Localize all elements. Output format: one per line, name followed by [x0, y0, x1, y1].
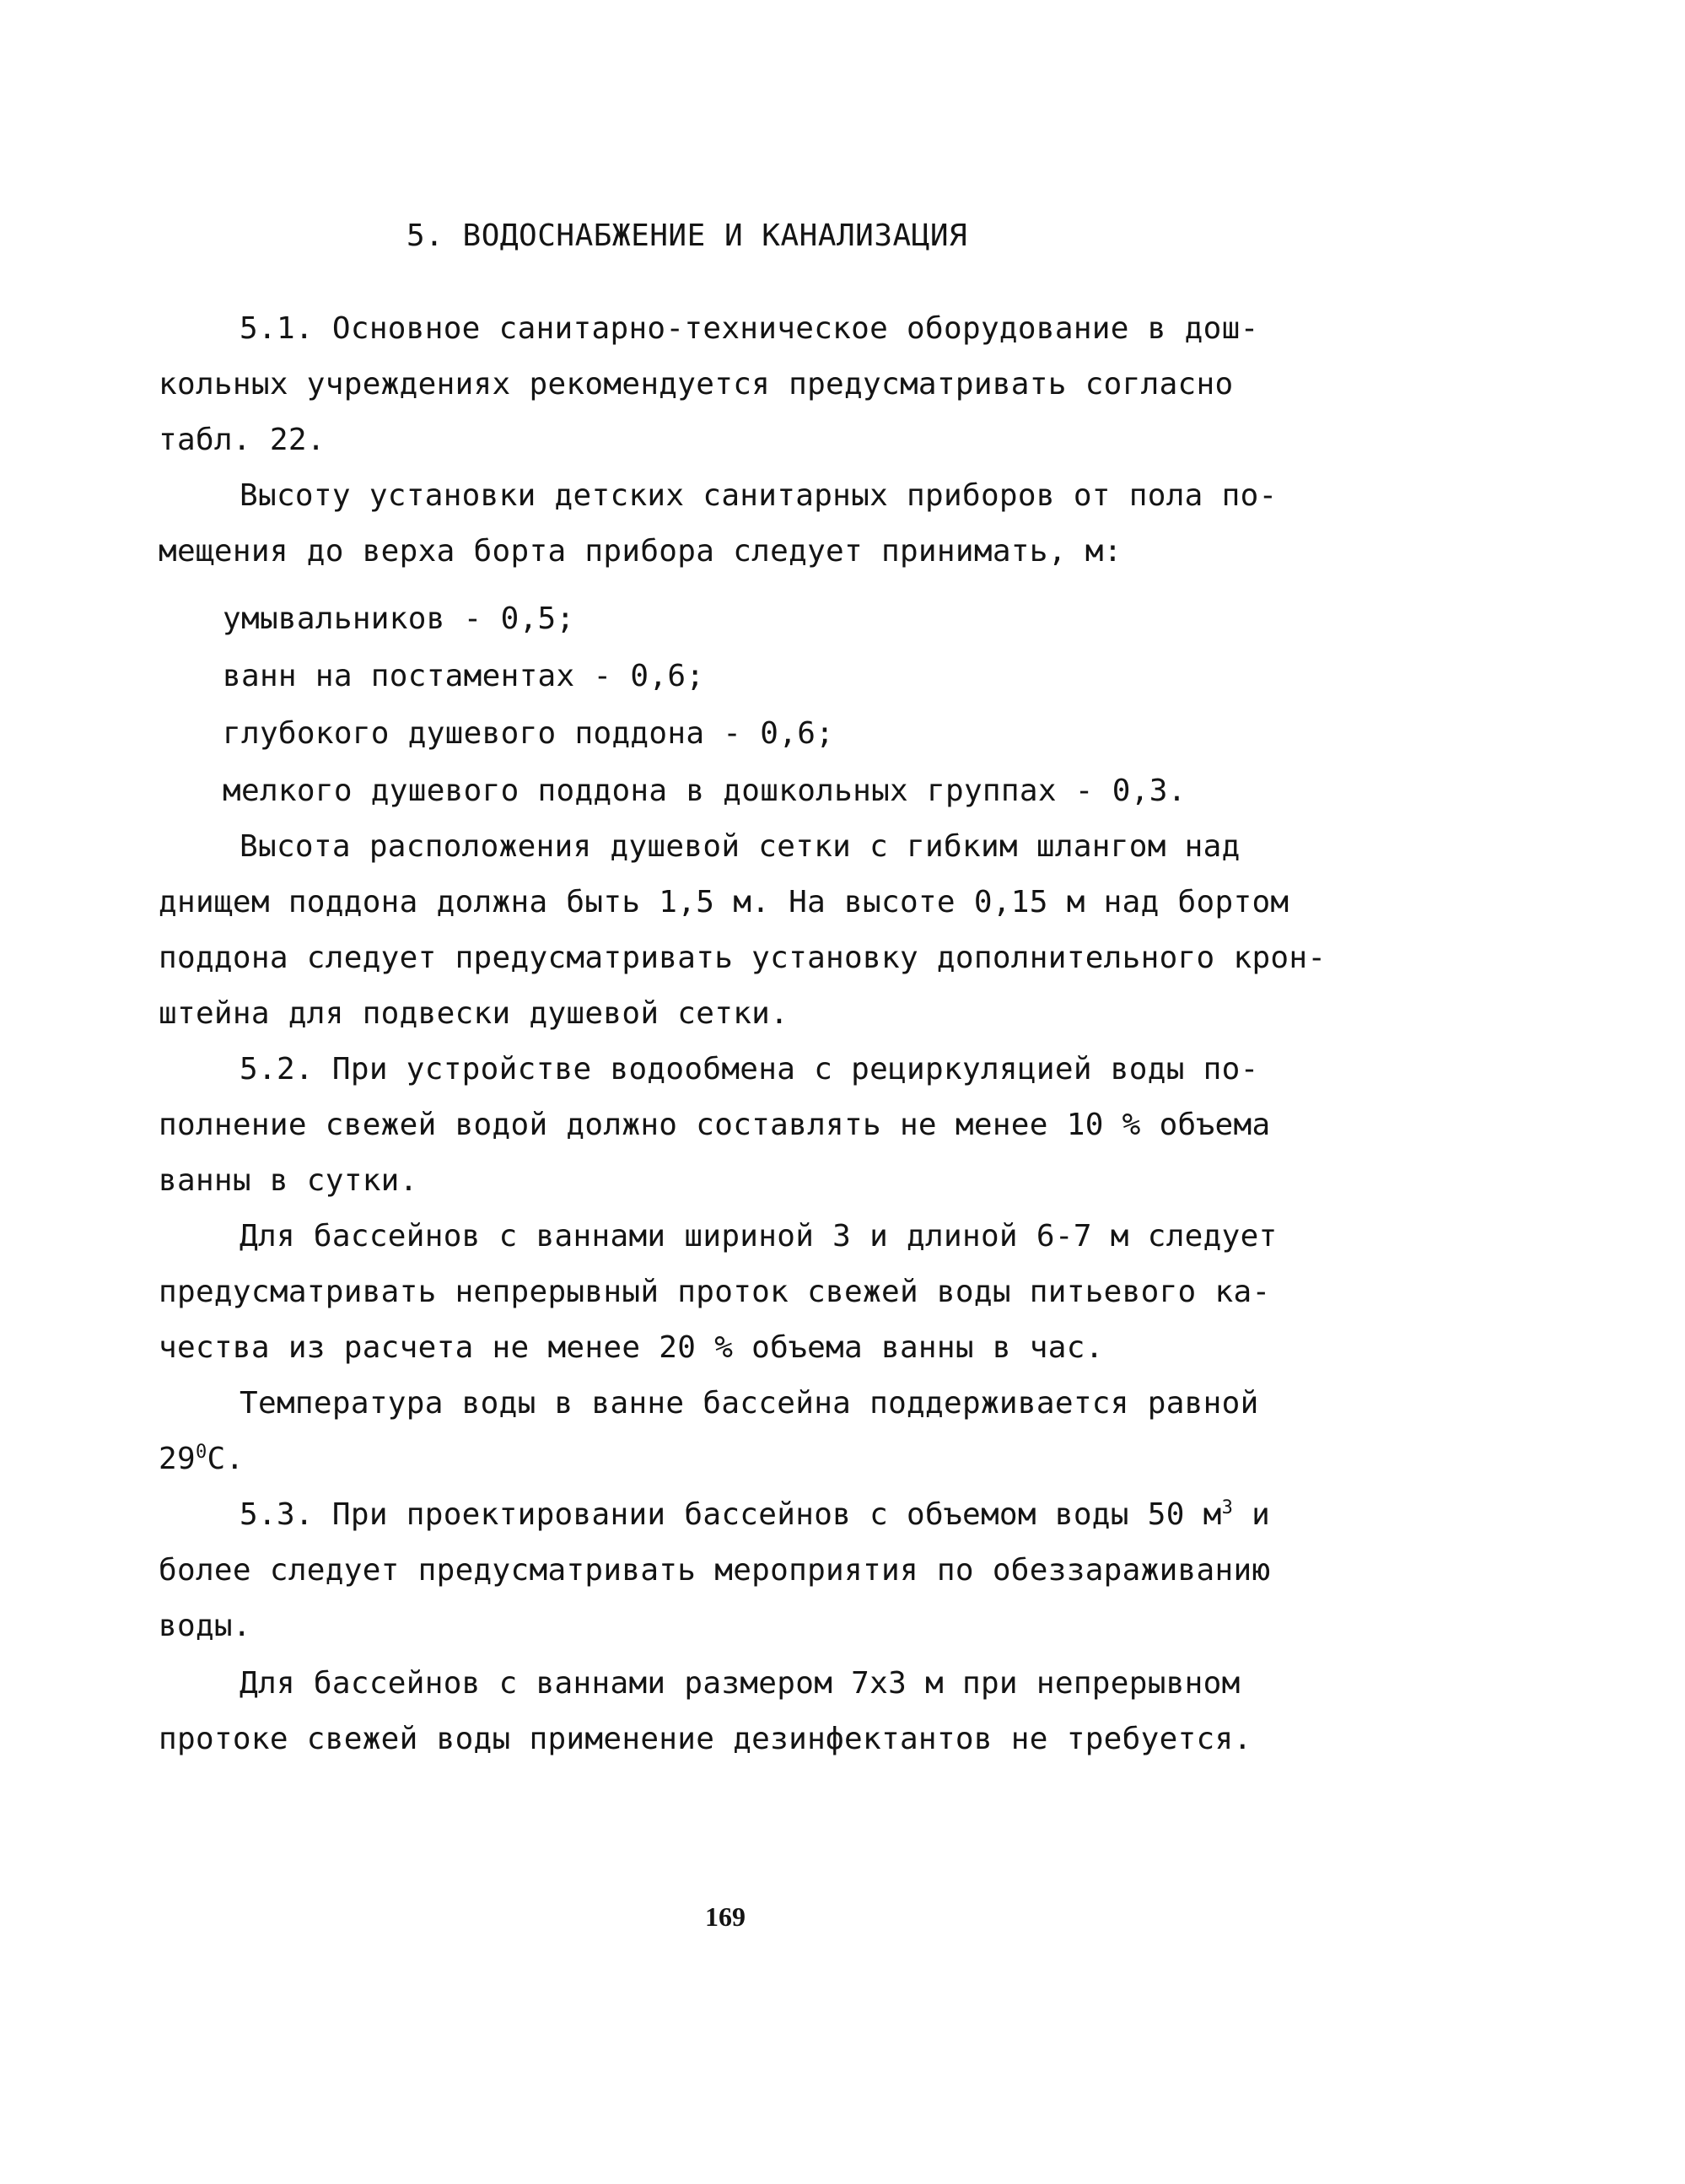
temperature-value: 29 [159, 1442, 196, 1476]
paragraph-line: полнение свежей водой должно составлять не менее 10 % объема [159, 1108, 1271, 1142]
paragraph-line: протоке свежей воды применение дезинфектантов не требуется. [159, 1722, 1252, 1756]
paragraph-line: кольных учреждениях рекомендуется предусматривать согласно [159, 367, 1234, 402]
paragraph-line: штейна для подвески душевой сетки. [159, 996, 789, 1031]
paragraph-line: ванны в сутки. [159, 1163, 418, 1198]
paragraph-line: Высота расположения душевой сетки с гибким шлангом над [240, 829, 1241, 864]
paragraph-line: табл. 22. [159, 423, 326, 457]
volume-tail: и [1233, 1497, 1271, 1532]
volume-text: 5.3. При проектировании бассейнов с объемом воды 50 м [240, 1497, 1222, 1532]
paragraph-line: Для бассейнов с ваннами шириной 3 и длиной 6-7 м следует [240, 1219, 1278, 1254]
paragraph-line: предусматривать непрерывный проток свежей воды питьевого ка- [159, 1275, 1271, 1309]
paragraph-line [240, 1495, 1270, 1535]
paragraph-line: чества из расчета не менее 20 % объема ванны в час. [159, 1330, 1104, 1365]
paragraph-line: Температура воды в ванне бассейна поддерживается равной [240, 1386, 1259, 1421]
paragraph-line: воды. [159, 1609, 251, 1643]
list-item: ванн на постаментах - 0,6; [223, 659, 705, 693]
paragraph-line: мещения до верха борта прибора следует принимать, м: [159, 534, 1122, 569]
section-heading: 5. ВОДОСНАБЖЕНИЕ И КАНАЛИЗАЦИЯ [406, 218, 968, 253]
paragraph-line [159, 1439, 244, 1480]
list-item: мелкого душевого поддона в дошкольных группах - 0,3. [223, 774, 1187, 808]
list-item: глубокого душевого поддона - 0,6; [223, 716, 835, 751]
list-item: умывальников - 0,5; [223, 601, 575, 636]
paragraph-line: днищем поддона должна быть 1,5 м. На высоте 0,15 м над бортом [159, 885, 1289, 919]
degree-superscript: 0 [195, 1442, 207, 1463]
paragraph-line: 5.2. При устройстве водообмена с рециркуляцией воды по- [240, 1052, 1259, 1087]
cubic-superscript: 3 [1221, 1497, 1234, 1518]
paragraph-line: Для бассейнов с ваннами размером 7х3 м при непрерывном [240, 1666, 1241, 1701]
temperature-unit: С. [207, 1442, 245, 1476]
paragraph-line: Высоту установки детских санитарных приборов от пола по- [240, 478, 1278, 513]
paragraph-line: 5.1. Основное санитарно-техническое оборудование в дош- [240, 311, 1259, 346]
paragraph-line: поддона следует предусматривать установку дополнительного крон- [159, 941, 1327, 975]
page-number: 169 [705, 1901, 746, 1932]
paragraph-line: более следует предусматривать мероприятия по обеззараживанию [159, 1553, 1271, 1588]
